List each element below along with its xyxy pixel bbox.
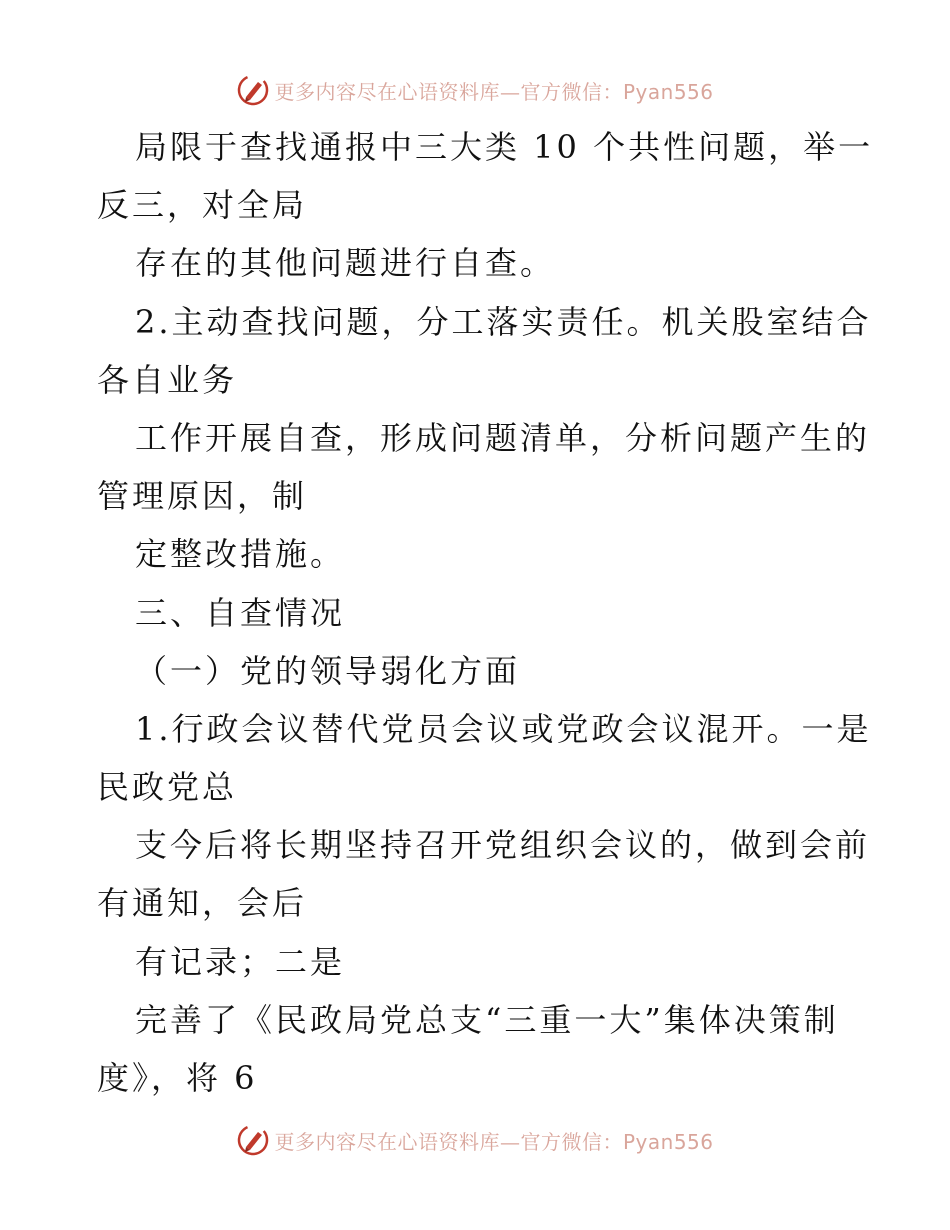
text-line: 有记录；二是 [135,942,346,981]
section-heading: 三、自查情况 [135,593,346,632]
text-line: 2.主动查找问题，分工落实责任。机关股室结合 [135,302,872,341]
watermark-text: 更多内容尽在心语资料库—官方微信：Pyan556 [274,1129,714,1154]
text-line: 局限于查找通报中三大类 10 个共性问题，举一 [135,128,874,166]
text-line: 管理原因，制 [97,477,308,516]
text-line: 1.行政会议替代党员会议或党政会议混开。一是 [135,709,872,748]
text-line: 反三，对全局 [97,186,308,225]
text-line: 工作开展自查，形成问题清单，分析问题产生的 [135,418,871,457]
text-line: 度》，将 6 [97,1059,258,1097]
document-body [97,118,874,1107]
header-watermark [0,70,950,110]
subsection-heading: （一）党的领导弱化方面 [135,651,521,690]
text-line: 定整改措施。 [135,535,346,574]
pen-logo-icon [236,73,270,107]
text-line: 各自业务 [97,360,238,399]
text-line: 有通知，会后 [97,884,308,923]
text-line: 存在的其他问题进行自查。 [135,244,556,283]
footer-watermark [0,1120,950,1160]
text-line: 支今后将长期坚持召开党组织会议的，做到会前 [135,826,871,865]
text-line: 民政党总 [97,768,238,807]
pen-logo-icon [236,1123,270,1157]
watermark-text: 更多内容尽在心语资料库—官方微信：Pyan556 [274,79,714,104]
text-line: 完善了《民政局党总支“三重一大”集体决策制 [135,1000,839,1039]
